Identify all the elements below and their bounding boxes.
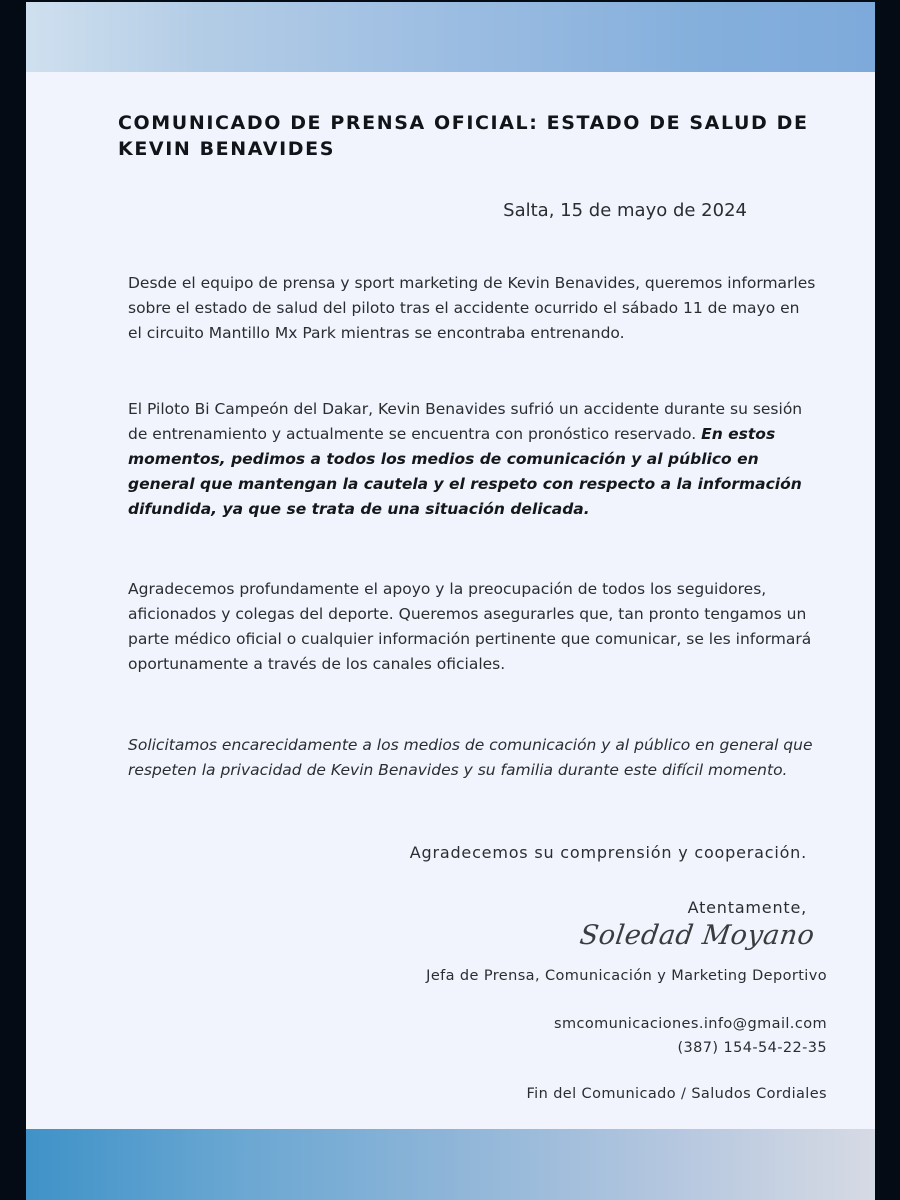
page-title: COMUNICADO DE PRENSA OFICIAL: ESTADO DE SALUD DE KEVIN BENAVIDES [118,112,809,160]
contact-phone: (387) 154-54-22-35 [677,1040,827,1056]
press-release-page [26,2,875,1200]
contact-email[interactable]: smcomunicaciones.info@gmail.com [553,1016,827,1032]
footer-gradient-band [26,1129,875,1200]
signer-role: Jefa de Prensa, Comunicación y Marketing Deportivo [426,968,827,984]
paragraph-gratitude: Agradecemos profundamente el apoyo y la preocupación de todos los seguidores, aficionados y colegas del deporte. Queremos asegurarles que, tan pronto tengamos un parte médico oficial o cualquier información pertinente que comunicar, se les informará oportunamente a través de los canales oficiales. [128,580,812,673]
thanks-line: Agradecemos su comprensión y cooperación. [409,843,807,862]
closing-line: Fin del Comunicado / Saludos Cordiales [526,1086,827,1102]
paragraph-privacy-request: Solicitamos encarecidamente a los medios de comunicación y al público en general que respeten la privacidad de Kevin Benavides y su familia durante este difícil momento. [128,736,813,779]
date-line: Salta, 15 de mayo de 2024 [503,200,747,221]
signature: Soledad Moyano [578,920,818,951]
paragraph-accident-emphasis: En estos momentos, pedimos a todos los medios de comunicación y al público en general que mantengan la cautela y el respeto con respecto a la información difundida, ya que se trata de una situación delicada. [128,425,802,518]
paragraph-intro: Desde el equipo de prensa y sport marketing de Kevin Benavides, queremos informarles sobre el estado de salud del piloto tras el accidente ocurrido el sábado 11 de mayo en el circuito Mantillo Mx Park mientras se encontraba entrenando. [128,274,816,342]
paragraph-accident [128,397,818,522]
regards-line: Atentamente, [687,898,807,917]
paragraph-accident-text: El Piloto Bi Campeón del Dakar, Kevin Benavides sufrió un accidente durante su sesión de entrenamiento y actualmente se encuentra con pronóstico reservado. [128,400,803,443]
header-gradient-band [26,2,875,72]
